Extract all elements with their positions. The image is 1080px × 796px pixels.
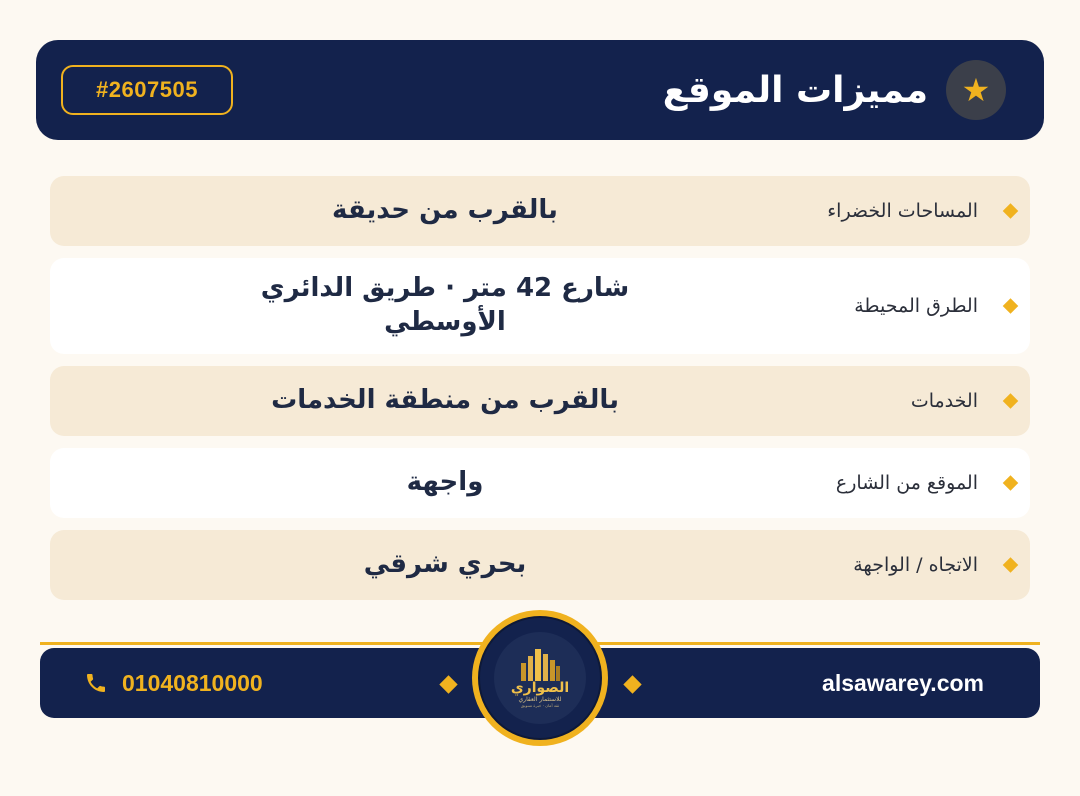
diamond-ornament-icon — [439, 675, 457, 693]
diamond-bullet-icon — [1003, 557, 1019, 573]
feature-value: بالقرب من منطقة الخدمات — [271, 385, 619, 416]
feature-label: الطرق المحيطة — [854, 295, 978, 317]
feature-value: بحري شرقي — [363, 549, 527, 580]
page-title: مميزات الموقع — [662, 69, 928, 111]
star-icon: ★ — [946, 60, 1006, 120]
feature-row-direction — [50, 530, 1030, 600]
diamond-bullet-icon — [1003, 393, 1019, 409]
diamond-ornament-icon — [623, 675, 641, 693]
logo-tagline: ثقة أمان · خبرة تسويق — [520, 703, 560, 709]
diamond-bullet-icon — [1003, 298, 1019, 314]
feature-value: واجهة — [406, 467, 484, 498]
diamond-bullet-icon — [1003, 475, 1019, 491]
phone-number[interactable]: 01040810000 — [122, 669, 263, 696]
feature-label: الخدمات — [910, 390, 978, 412]
feature-row-surrounding-roads — [50, 258, 1030, 354]
reference-badge: #2607505 — [61, 65, 233, 115]
diamond-bullet-icon — [1003, 203, 1019, 219]
website-link[interactable]: alsawarey.com — [822, 669, 984, 696]
feature-row-street-position — [50, 448, 1030, 518]
feature-value: بالقرب من حديقة — [332, 195, 558, 226]
feature-value: شارع 42 متر · طريق الدائري الأوسطي — [260, 273, 630, 337]
phone-icon — [84, 671, 108, 695]
logo-name: الصواري — [510, 680, 570, 696]
logo-subtitle: للاستثمار العقاري — [518, 696, 562, 704]
feature-label: الموقع من الشارع — [835, 472, 978, 494]
header-bar — [36, 40, 1044, 140]
buildings-icon — [518, 647, 562, 681]
feature-label: الاتجاه / الواجهة — [853, 554, 978, 576]
feature-row-green-spaces — [50, 176, 1030, 246]
feature-label: المساحات الخضراء — [827, 200, 978, 222]
feature-row-services — [50, 366, 1030, 436]
company-logo — [472, 610, 608, 746]
